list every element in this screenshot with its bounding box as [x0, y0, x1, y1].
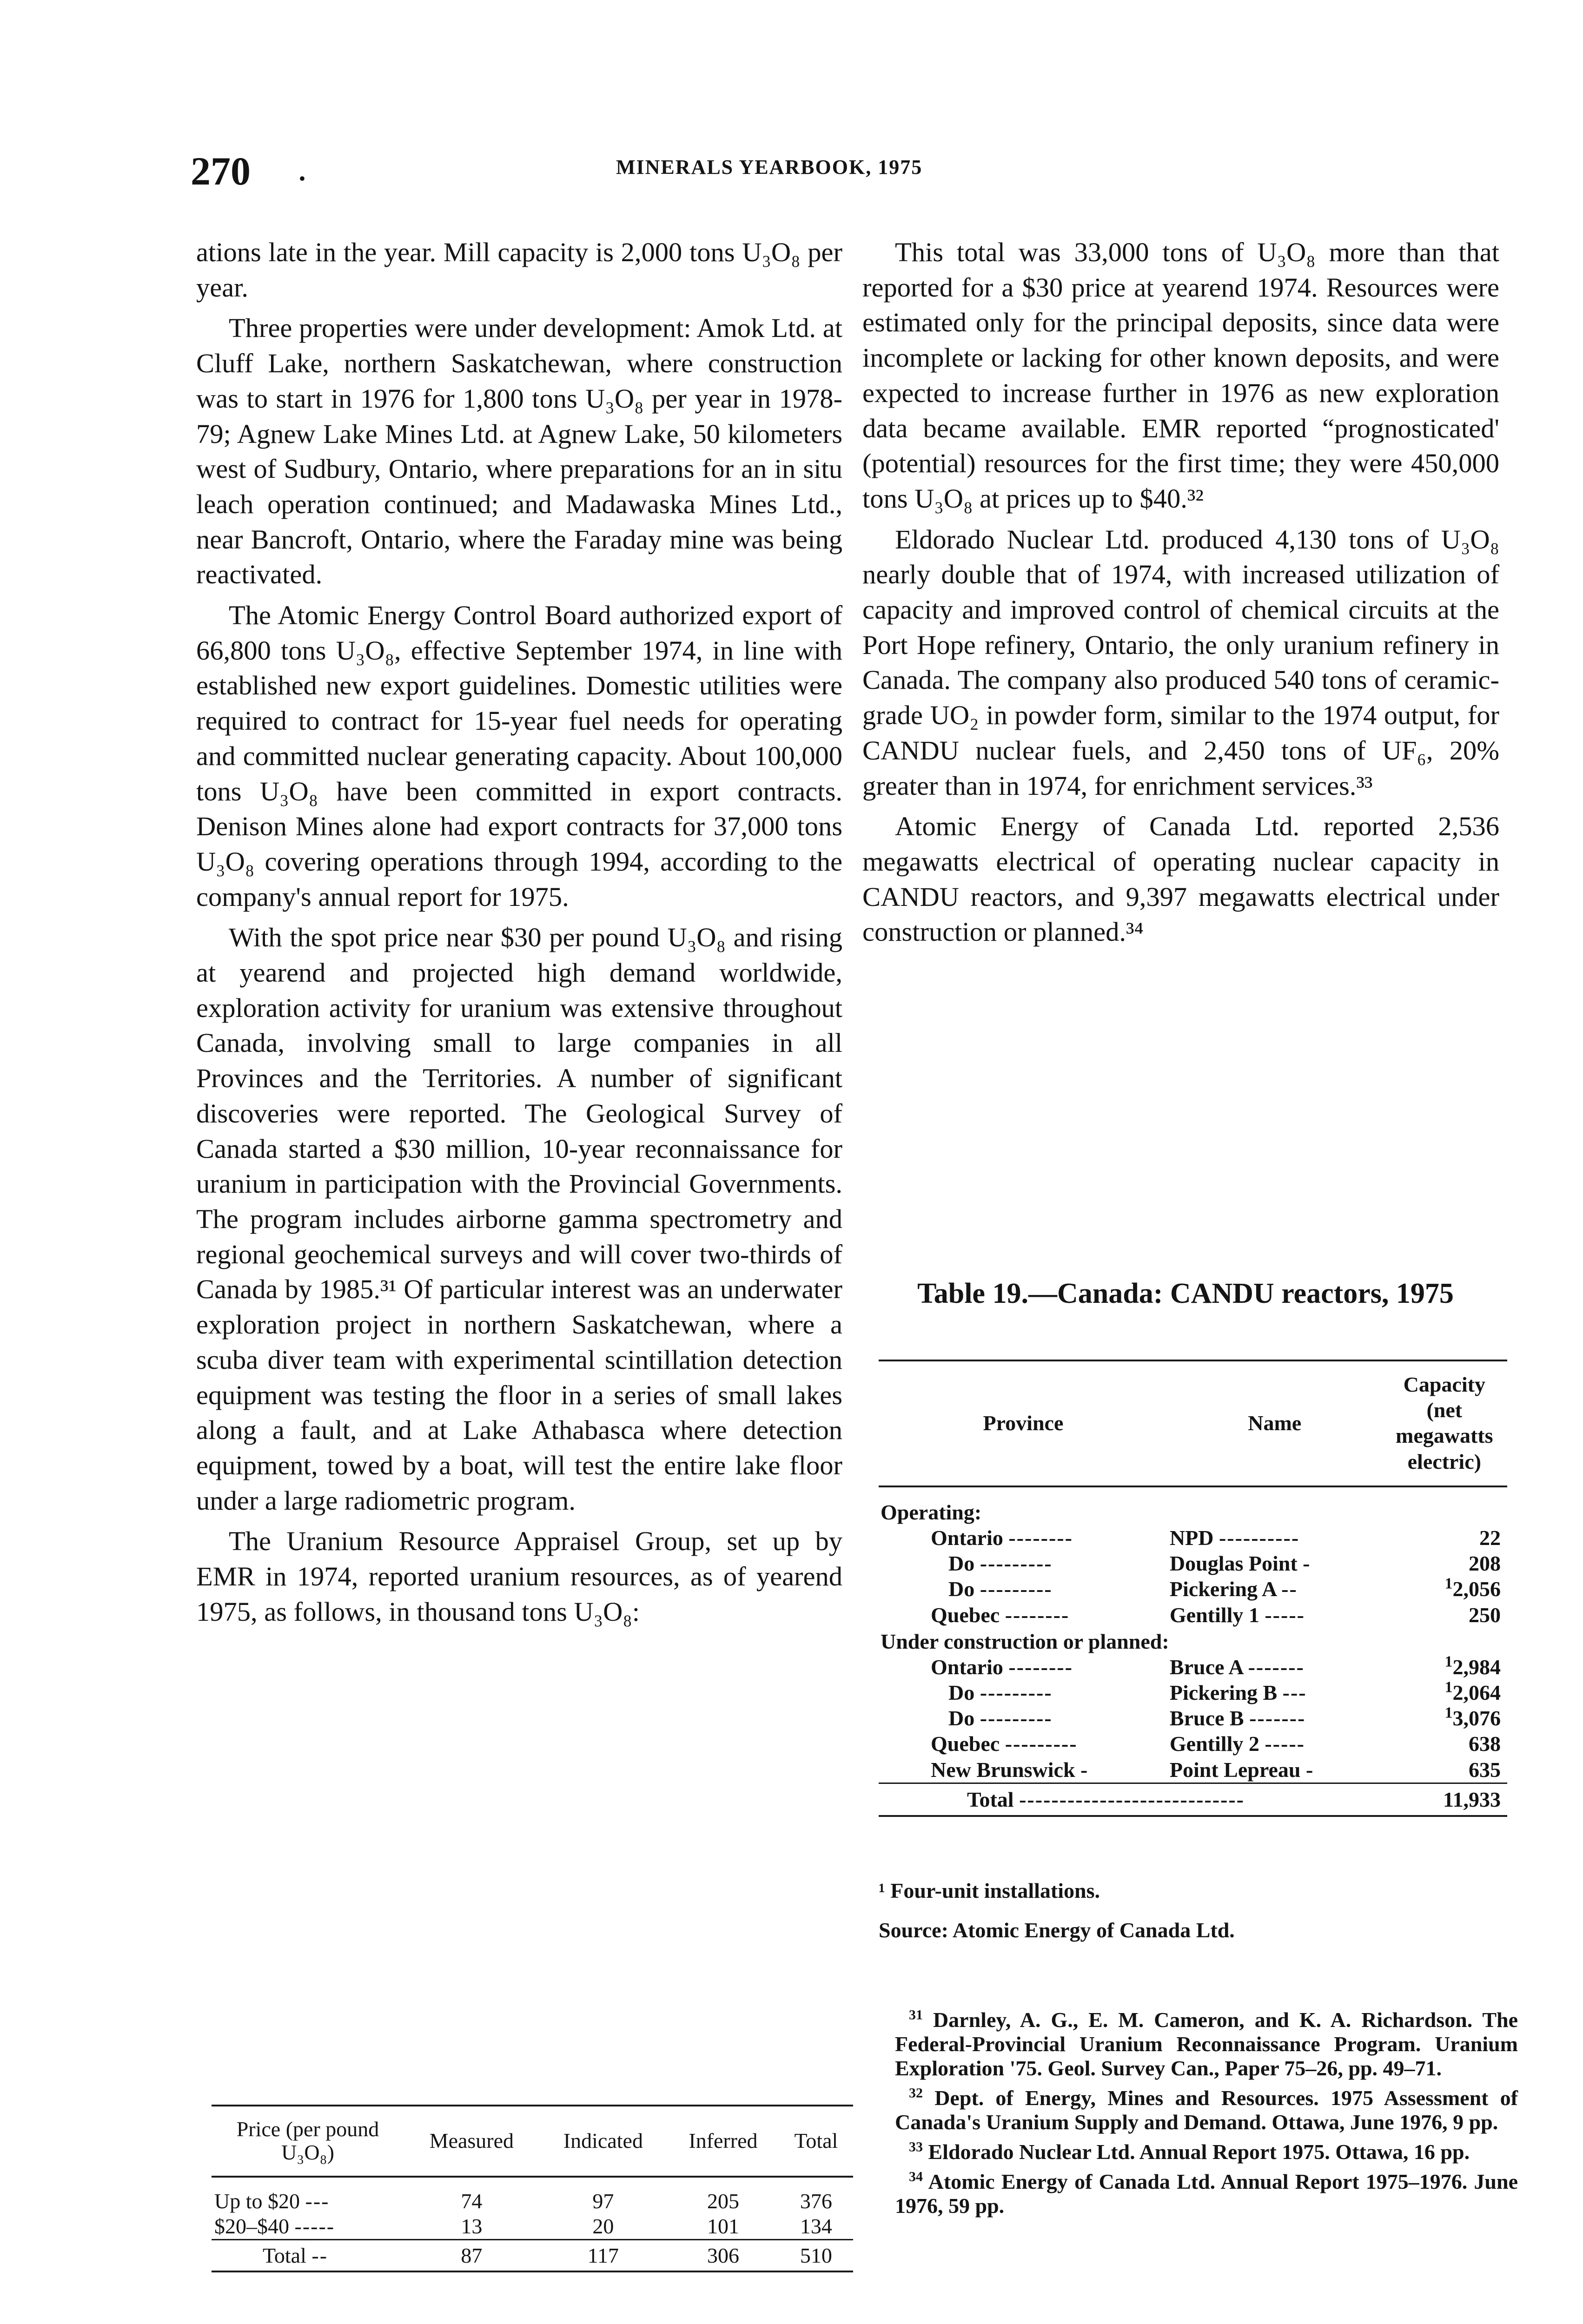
- table-row: [879, 1551, 1507, 1576]
- capacity: 635: [1469, 1757, 1501, 1782]
- left-column: [196, 235, 842, 1635]
- leader-dots: -: [1303, 1552, 1311, 1576]
- paragraph: Three properties were under development: Amok Ltd. at Cluff Lake, northern Saskatchewan, where construction was to start in 1976 for 1,800 tons U₃O₈ per year in 1978-79; Agnew Lake Mines Ltd. at Agnew Lake, 50 kilometers west of Sudbury, Ontario, where preparations for an in situ leach operation continued; and Madawaska Mines Ltd., near Bancroft, Ontario, where the Faraday mine was being reactivated.: [196, 313, 842, 590]
- leader-dots: ---------: [980, 1681, 1053, 1705]
- header-dot: ·: [298, 163, 307, 194]
- leader-dots: ---------: [980, 1577, 1053, 1601]
- section-label: Operating:: [881, 1500, 982, 1524]
- leader-dots: --------: [1005, 1603, 1070, 1627]
- leader-dots: -: [1080, 1757, 1089, 1782]
- column-header: Indicated: [563, 2128, 643, 2152]
- leader-dots: -----: [294, 2214, 335, 2238]
- column-header: Inferred: [689, 2128, 758, 2152]
- leader-dots: ---------: [980, 1552, 1053, 1576]
- price-label: Up to $20: [214, 2189, 300, 2213]
- leader-dots: ---: [305, 2189, 330, 2213]
- total-cell: 510: [779, 2239, 853, 2271]
- capacity: 2,056: [1452, 1577, 1501, 1601]
- column-header: Province: [983, 1411, 1064, 1435]
- province: Quebec: [931, 1603, 1000, 1627]
- capacity-cell: [1382, 1680, 1507, 1705]
- column-header: Total: [794, 2128, 838, 2152]
- table-row: [879, 1602, 1507, 1628]
- name-cell: [1168, 1551, 1382, 1576]
- table-footnote: ¹ Four-unit installations.: [879, 1879, 1100, 1902]
- leader-dots: --------: [1008, 1525, 1073, 1550]
- province-cell: [879, 1705, 1168, 1731]
- province: Quebec: [931, 1732, 1000, 1756]
- measured-cell: 87: [404, 2239, 539, 2271]
- reactor-name: Gentilly 2: [1169, 1732, 1259, 1756]
- reactor-name: NPD: [1169, 1525, 1214, 1550]
- table-row: [879, 1757, 1507, 1783]
- total-label-cell: [879, 1783, 1382, 1816]
- paragraph: Atomic Energy of Canada Ltd. reported 2,536 megawatts electrical of operating nuclear capacity in CANDU reactors, and 9,397 megawatts electrical under construction or planned.³⁴: [862, 811, 1499, 947]
- footnote-mark: 31: [909, 2007, 923, 2023]
- footnote: [895, 2008, 1518, 2080]
- name-cell: [1168, 1680, 1382, 1705]
- leader-dots: ---: [1282, 1681, 1307, 1705]
- footnote-text: Dept. of Energy, Mines and Resources. 1975 Assessment of Canada's Uranium Supply and Demand. Ottawa, June 1976, 9 pp.: [895, 2086, 1518, 2134]
- footnote: [895, 2086, 1518, 2134]
- footnote-mark: 33: [909, 2139, 923, 2155]
- table-source: Source: Atomic Energy of Canada Ltd.: [879, 1918, 1235, 1942]
- inferred-cell: 205: [707, 2189, 739, 2213]
- section-label: Under construction or planned:: [881, 1629, 1169, 1653]
- total-cell: 376: [800, 2189, 832, 2213]
- capacity-cell: [1382, 1654, 1507, 1680]
- footnote-mark: 1: [1444, 1575, 1453, 1592]
- measured-cell: 74: [461, 2189, 483, 2213]
- column-header: Measured: [429, 2128, 514, 2152]
- leader-dots: ---------: [980, 1706, 1053, 1730]
- table-row: [879, 1705, 1507, 1731]
- leader-dots: -----: [1265, 1603, 1305, 1627]
- province-cell: [879, 1551, 1168, 1576]
- footnote-text: Eldorado Nuclear Ltd. Annual Report 1975. Ottawa, 16 pp.: [928, 2140, 1470, 2164]
- column-header: Capacity (net megawatts electric): [1396, 1373, 1493, 1473]
- paragraph: The Atomic Energy Control Board authorized export of 66,800 tons U₃O₈, effective September 1974, in line with established new export guidelines. Domestic utilities were required to contract for 15-year fuel needs for operating and committed nuclear generating capacity. About 100,000 tons U₃O₈ have been committed in export contracts. Denison Mines alone had export contracts for 37,000 tons U₃O₈ covering operations through 1994, according to the company's annual report for 1975.: [196, 600, 842, 912]
- inferred-cell: 101: [707, 2214, 739, 2238]
- leader-dots: ---------: [1005, 1732, 1078, 1756]
- province: New Brunswick: [931, 1757, 1075, 1782]
- page-number: 270: [191, 149, 251, 193]
- reactor-name: Pickering B: [1169, 1681, 1278, 1705]
- footnote-mark: 1: [1444, 1678, 1453, 1696]
- footnote-text: Atomic Energy of Canada Ltd. Annual Report 1975–1976. June 1976, 59 pp.: [895, 2170, 1518, 2218]
- leader-dots: --: [311, 2243, 328, 2267]
- name-cell: [1168, 1731, 1382, 1756]
- leader-dots: -: [1305, 1757, 1314, 1782]
- capacity-cell: [1382, 1551, 1507, 1576]
- province-cell: [879, 1576, 1168, 1602]
- column-header: Name: [1248, 1411, 1302, 1435]
- name-cell: [1168, 1525, 1382, 1551]
- footnote-mark: 34: [909, 2169, 923, 2185]
- footnote: [895, 2170, 1518, 2218]
- capacity: 2,984: [1452, 1655, 1501, 1679]
- leader-dots: -------: [1248, 1655, 1305, 1679]
- paragraph: ations late in the year. Mill capacity is 2,000 tons U₃O₈ per year.: [196, 237, 842, 303]
- total-label: Total: [967, 1787, 1014, 1811]
- name-cell: [1168, 1576, 1382, 1602]
- price-cell: [212, 2214, 404, 2239]
- province-cell: [879, 1525, 1168, 1551]
- table-row: [212, 2177, 853, 2214]
- footnotes: [895, 2008, 1518, 2224]
- candu-reactors-table: [879, 1360, 1507, 1817]
- province: Do: [948, 1706, 975, 1730]
- reactor-name: Gentilly 1: [1169, 1603, 1259, 1627]
- province: Ontario: [931, 1655, 1003, 1679]
- province: Do: [948, 1681, 975, 1705]
- table-header-row: [879, 1360, 1507, 1486]
- right-column: [862, 235, 1499, 955]
- reactor-name: Bruce B: [1169, 1706, 1244, 1730]
- province-cell: [879, 1731, 1168, 1756]
- inferred-cell: 306: [667, 2239, 779, 2271]
- footnote-mark: 1: [1444, 1653, 1453, 1670]
- footnote-mark: 32: [909, 2085, 923, 2101]
- province: Do: [948, 1577, 975, 1601]
- price-cell: [212, 2177, 404, 2214]
- table-header-row: [212, 2106, 853, 2177]
- name-cell: [1168, 1757, 1382, 1783]
- table-row: [879, 1654, 1507, 1680]
- indicated-cell: 117: [539, 2239, 667, 2271]
- table-total-row: [212, 2239, 853, 2271]
- paragraph: This total was 33,000 tons of U₃O₈ more than that reported for a $30 price at yearend 1974. Resources were estimated only for the principal deposits, since data were incomplete or lacking for other known deposits, and were expected to increase further in 1976 as new exploration data became available. EMR reported “prognosticated' (potential) resources for the first time; they were 450,000 tons U₃O₈ at prices up to $40.³²: [862, 237, 1499, 514]
- paragraph: With the spot price near $30 per pound U₃O₈ and rising at yearend and projected high demand worldwide, exploration activity for uranium was extensive throughout Canada, involving small to large companies in all Provinces and the Territories. A number of significant discoveries were reported. The Geological Survey of Canada started a $30 million, 10-year reconnaissance for uranium in participation with the Provincial Governments. The program includes airborne gamma spectrometry and regional geochemical surveys and will cover two-thirds of Canada by 1985.³¹ Of particular interest was an underwater exploration project in northern Saskatchewan, where a scuba diver team with experimental scintillation detection equipment was testing the floor in a series of small lakes along a fault, and at Lake Athabasca where detection equipment, towed by a boat, will test the entire lake floor under a large radiometric program.: [196, 922, 842, 1516]
- column-header: Price (per pound U₃O₈): [236, 2117, 379, 2164]
- leader-dots: -------: [1249, 1706, 1306, 1730]
- table-row: [879, 1731, 1507, 1756]
- province: Ontario: [931, 1525, 1003, 1550]
- footnote: [895, 2140, 1518, 2164]
- table-total-row: [879, 1783, 1507, 1816]
- reactor-name: Point Lepreau: [1169, 1757, 1301, 1782]
- indicated-cell: 97: [592, 2189, 614, 2213]
- province-cell: [879, 1680, 1168, 1705]
- section-row: [879, 1486, 1507, 1525]
- price-label: $20–$40: [214, 2214, 289, 2238]
- province-cell: [879, 1654, 1168, 1680]
- reactor-name: Pickering A: [1169, 1577, 1276, 1601]
- capacity-cell: [1382, 1525, 1507, 1551]
- footnote-mark: 1: [1444, 1704, 1453, 1722]
- capacity-cell: [1382, 1731, 1507, 1756]
- leader-dots: -----: [1265, 1732, 1305, 1756]
- indicated-cell: 20: [592, 2214, 614, 2238]
- capacity: 638: [1469, 1732, 1501, 1756]
- capacity-cell: [1382, 1705, 1507, 1731]
- capacity: 22: [1479, 1525, 1501, 1550]
- uranium-resources-table: [212, 2105, 853, 2272]
- province: Do: [948, 1552, 975, 1576]
- footnote-text: Darnley, A. G., E. M. Cameron, and K. A. Richardson. The Federal-Provincial Uranium Reconnaissance Program. Uranium Exploration '75. Geol. Survey Can., Paper 75–26, pp. 49–71.: [895, 2008, 1518, 2080]
- total-cell: 134: [800, 2214, 832, 2238]
- capacity: 3,076: [1452, 1706, 1501, 1730]
- table-title: Table 19.—Canada: CANDU reactors, 1975: [917, 1278, 1454, 1309]
- paragraph: Eldorado Nuclear Ltd. produced 4,130 tons of U₃O₈ nearly double that of 1974, with increased utilization of capacity and improved control of chemical circuits at the Port Hope refinery, Ontario, the only uranium refinery in Canada. The company also produced 540 tons of ceramic-grade UO₂ in powder form, similar to the 1974 output, for CANDU nuclear fuels, and 2,450 tons of UF₆, 20% greater than in 1974, for enrichment services.³³: [862, 524, 1499, 801]
- table-row: [879, 1525, 1507, 1551]
- leader-dots: ----------------------------: [1019, 1787, 1245, 1811]
- leader-dots: --: [1281, 1577, 1298, 1601]
- capacity-cell: [1382, 1576, 1507, 1602]
- capacity: 2,064: [1452, 1681, 1501, 1705]
- measured-cell: 13: [461, 2214, 483, 2238]
- table-row: [212, 2214, 853, 2239]
- name-cell: [1168, 1602, 1382, 1628]
- leader-dots: --------: [1008, 1655, 1073, 1679]
- capacity-cell: [1382, 1602, 1507, 1628]
- capacity-cell: [1382, 1757, 1507, 1783]
- section-row: [879, 1628, 1507, 1654]
- capacity: 208: [1469, 1552, 1501, 1576]
- name-cell: [1168, 1705, 1382, 1731]
- total-capacity: 11,933: [1382, 1783, 1507, 1816]
- name-cell: [1168, 1654, 1382, 1680]
- running-head: MINERALS YEARBOOK, 1975: [616, 156, 923, 178]
- total-label-cell: [212, 2239, 404, 2271]
- table-row: [879, 1576, 1507, 1602]
- table-row: [879, 1680, 1507, 1705]
- province-cell: [879, 1757, 1168, 1783]
- paragraph: The Uranium Resource Appraisel Group, set up by EMR in 1974, reported uranium resources, as of yearend 1975, as follows, in thousand tons U₃O₈:: [196, 1526, 842, 1627]
- province-cell: [879, 1602, 1168, 1628]
- reactor-name: Bruce A: [1169, 1655, 1243, 1679]
- capacity: 250: [1469, 1603, 1501, 1627]
- leader-dots: ----------: [1219, 1525, 1300, 1550]
- reactor-name: Douglas Point: [1169, 1552, 1298, 1576]
- total-label: Total: [263, 2243, 306, 2267]
